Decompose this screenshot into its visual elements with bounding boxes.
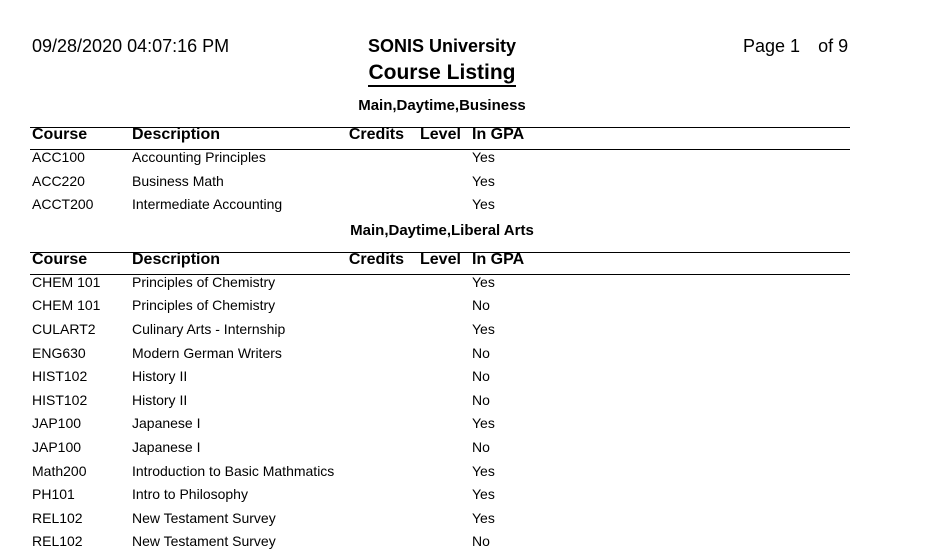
cell-description: Business Math [132, 172, 224, 189]
column-header: Description [132, 250, 221, 268]
column-header: Credits [348, 126, 404, 143]
cell-in-gpa: Yes [472, 321, 495, 337]
cell-description: New Testament Survey [132, 509, 276, 526]
cell-course: PH101 [32, 486, 75, 503]
report-date-time: 09/28/2020 04:07:16 PM [32, 36, 230, 56]
cell-course: CHEM 101 [32, 297, 101, 314]
cell-course: ACCT200 [32, 196, 94, 213]
column-header: Level [420, 126, 461, 143]
cell-description: Japanese I [132, 415, 201, 432]
cell-in-gpa: Yes [472, 273, 495, 290]
cell-description: Introduction to Basic Mathmatics [132, 462, 335, 479]
cell-description: Modern German Writers [132, 344, 282, 361]
organization-name: SONIS University [367, 36, 517, 56]
cell-description: Intro to Philosophy [132, 486, 248, 503]
cell-course: ENG630 [32, 344, 86, 361]
cell-in-gpa: No [472, 533, 490, 550]
column-header: Level [420, 250, 461, 268]
cell-course: HIST102 [32, 368, 88, 385]
cell-description: Principles of Chemistry [132, 297, 276, 314]
cell-description: Japanese I [132, 439, 201, 455]
cell-description: Principles of Chemistry [132, 273, 276, 290]
cell-in-gpa: Yes [472, 196, 495, 213]
cell-in-gpa: No [472, 439, 490, 455]
cell-course: REL102 [32, 509, 83, 526]
cell-in-gpa: Yes [472, 486, 495, 503]
cell-in-gpa: Yes [472, 415, 495, 432]
cell-in-gpa: Yes [472, 172, 495, 189]
cell-description: Culinary Arts - Internship [132, 321, 286, 337]
cell-description: Intermediate Accounting [132, 196, 283, 213]
column-header: Description [132, 126, 221, 143]
column-header: Course [32, 126, 88, 143]
column-header: Credits [348, 250, 404, 268]
cell-description: History II [132, 391, 188, 408]
cell-in-gpa: No [472, 368, 490, 385]
cell-course: ACC220 [32, 172, 85, 189]
cell-description: New Testament Survey [132, 533, 276, 550]
cell-in-gpa: No [472, 344, 490, 361]
cell-description: History II [132, 368, 188, 385]
cell-course: JAP100 [32, 439, 82, 455]
group-title: Main,Daytime,Business [358, 97, 526, 114]
cell-in-gpa: Yes [472, 509, 495, 526]
cell-course: REL102 [32, 533, 83, 550]
cell-course: Math200 [32, 462, 87, 479]
cell-description: Accounting Principles [132, 149, 266, 165]
group-title: Main,Daytime,Liberal Arts [350, 221, 534, 239]
column-header: Course [32, 250, 88, 268]
cell-in-gpa: Yes [472, 149, 495, 165]
cell-in-gpa: No [472, 297, 490, 314]
column-header: In GPA [472, 126, 525, 143]
cell-course: ACC100 [32, 149, 85, 165]
cell-course: CHEM 101 [32, 273, 101, 290]
cell-course: CULART2 [32, 321, 96, 337]
cell-course: HIST102 [32, 391, 88, 408]
page-total: of 9 [818, 36, 849, 56]
page-indicator [743, 36, 848, 57]
cell-in-gpa: Yes [472, 462, 495, 479]
cell-in-gpa: No [472, 391, 490, 408]
page-number: Page 1 [743, 36, 801, 56]
report-title-wrap [0, 61, 884, 87]
report-title: Course Listing [368, 61, 515, 87]
column-header: In GPA [472, 250, 525, 268]
cell-course: JAP100 [32, 415, 82, 432]
